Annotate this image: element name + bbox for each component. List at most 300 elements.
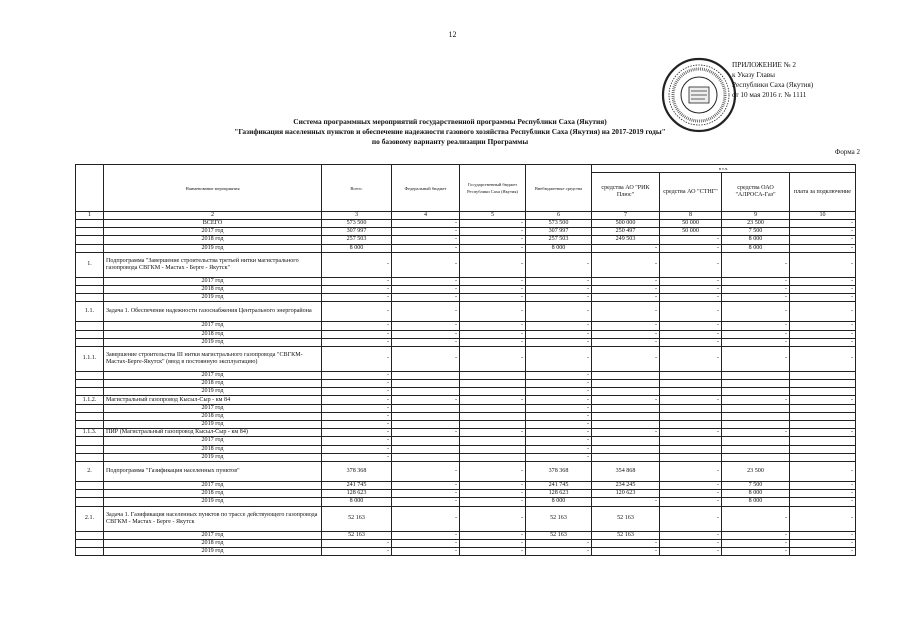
value-cell: 250 497 [592, 228, 660, 236]
header-name: Наименование мероприятия [104, 165, 322, 212]
row-number: 1. [76, 252, 104, 277]
value-cell: - [722, 285, 790, 293]
header-rik: средства АО "РИК Плюс" [592, 173, 660, 212]
value-cell: 50 000 [660, 220, 722, 228]
value-cell: - [722, 252, 790, 277]
row-name: 2019 год [104, 244, 322, 252]
value-cell: - [722, 547, 790, 555]
table-row [76, 429, 856, 437]
value-cell: - [660, 429, 722, 437]
value-cell: - [722, 539, 790, 547]
value-cell: - [660, 539, 722, 547]
value-cell: - [790, 236, 856, 244]
value-cell [660, 421, 722, 429]
value-cell: 7 500 [722, 481, 790, 489]
row-number [76, 285, 104, 293]
row-number [76, 294, 104, 302]
value-cell: - [790, 539, 856, 547]
value-cell: - [460, 481, 526, 489]
row-name: ВСЕГО [104, 220, 322, 228]
row-number [76, 421, 104, 429]
value-cell [790, 380, 856, 388]
value-cell: - [392, 346, 460, 371]
value-cell: 8 000 [722, 244, 790, 252]
value-cell: 378 368 [322, 461, 392, 481]
value-cell: 8 000 [526, 244, 592, 252]
value-cell [660, 453, 722, 461]
value-cell: 23 500 [722, 220, 790, 228]
value-cell [460, 412, 526, 420]
value-cell [790, 388, 856, 396]
page-number: 12 [448, 30, 457, 39]
value-cell: - [660, 294, 722, 302]
value-cell: 354 868 [592, 461, 660, 481]
value-cell: - [526, 404, 592, 412]
value-cell: 8 000 [322, 498, 392, 506]
value-cell [660, 404, 722, 412]
row-name: Подпрограмма "Газификация населенных пунктов" [104, 461, 322, 481]
value-cell [790, 371, 856, 379]
row-name: 2017 год [104, 404, 322, 412]
value-cell: 241 745 [322, 481, 392, 489]
value-cell: - [790, 547, 856, 555]
header-fee: плата за подключение [790, 173, 856, 212]
row-name: Задача 1. Газификация населенных пунктов по трассе действующего газопровода СВГКМ - Мастах - Берге - Якутск [104, 506, 322, 531]
row-name: 2019 год [104, 294, 322, 302]
value-cell: - [526, 285, 592, 293]
value-cell: 249 503 [592, 236, 660, 244]
value-cell: - [526, 396, 592, 404]
table-row [76, 338, 856, 346]
row-number: 2.1. [76, 506, 104, 531]
value-cell [722, 388, 790, 396]
value-cell: 23 500 [722, 461, 790, 481]
value-cell: - [526, 445, 592, 453]
value-cell: - [460, 506, 526, 531]
row-number [76, 481, 104, 489]
table-row [76, 404, 856, 412]
row-name: 2018 год [104, 236, 322, 244]
value-cell [660, 380, 722, 388]
value-cell: - [592, 330, 660, 338]
header-total: Всего: [322, 165, 392, 212]
value-cell: - [322, 285, 392, 293]
value-cell: - [322, 380, 392, 388]
value-cell: - [592, 252, 660, 277]
value-cell: - [660, 346, 722, 371]
table-row [76, 421, 856, 429]
value-cell: - [526, 429, 592, 437]
value-cell: - [526, 539, 592, 547]
value-cell: - [592, 294, 660, 302]
value-cell: - [660, 244, 722, 252]
table-row [76, 388, 856, 396]
value-cell [392, 388, 460, 396]
value-cell: - [790, 490, 856, 498]
value-cell: - [392, 338, 460, 346]
value-cell [460, 437, 526, 445]
value-cell: - [392, 396, 460, 404]
value-cell: - [660, 302, 722, 322]
value-cell: - [660, 285, 722, 293]
value-cell: - [322, 437, 392, 445]
value-cell: - [460, 461, 526, 481]
value-cell: - [392, 481, 460, 489]
value-cell [592, 380, 660, 388]
value-cell: - [790, 294, 856, 302]
row-number [76, 490, 104, 498]
value-cell [660, 388, 722, 396]
value-cell [392, 445, 460, 453]
header-stng: средства АО "СТНГ" [660, 173, 722, 212]
value-cell [392, 371, 460, 379]
value-cell: - [460, 322, 526, 330]
value-cell: - [392, 330, 460, 338]
table-row [76, 490, 856, 498]
value-cell: - [392, 220, 460, 228]
table-row [76, 531, 856, 539]
table-body [76, 220, 856, 556]
header-extra: Внебюджетные средства [526, 165, 592, 212]
value-cell: - [392, 531, 460, 539]
value-cell: - [322, 338, 392, 346]
value-cell: - [660, 461, 722, 481]
table-row [76, 294, 856, 302]
table-row [76, 244, 856, 252]
value-cell: - [790, 396, 856, 404]
value-cell: - [526, 371, 592, 379]
value-cell: - [322, 388, 392, 396]
row-number [76, 236, 104, 244]
value-cell: - [722, 346, 790, 371]
table-row [76, 330, 856, 338]
value-cell: - [322, 404, 392, 412]
table-row [76, 412, 856, 420]
table-row [76, 302, 856, 322]
column-index-cell: 6 [526, 212, 592, 220]
row-number [76, 380, 104, 388]
value-cell: 50 000 [660, 228, 722, 236]
row-name: 2019 год [104, 421, 322, 429]
value-cell: - [392, 498, 460, 506]
form-label: Форма 2 [834, 148, 860, 156]
value-cell [392, 404, 460, 412]
row-number [76, 412, 104, 420]
table-row [76, 396, 856, 404]
value-cell: - [392, 322, 460, 330]
value-cell: - [526, 380, 592, 388]
value-cell: - [322, 346, 392, 371]
value-cell: - [592, 547, 660, 555]
column-index-cell: 7 [592, 212, 660, 220]
value-cell: - [722, 396, 790, 404]
row-number: 1.1.1. [76, 346, 104, 371]
appendix-block [732, 60, 892, 100]
value-cell: - [790, 531, 856, 539]
value-cell: - [660, 396, 722, 404]
table-row [76, 322, 856, 330]
value-cell: - [790, 252, 856, 277]
value-cell: - [392, 236, 460, 244]
column-index-cell: 8 [660, 212, 722, 220]
row-number [76, 277, 104, 285]
value-cell [722, 371, 790, 379]
row-name: 2017 год [104, 228, 322, 236]
value-cell: 8 000 [722, 236, 790, 244]
value-cell: - [660, 322, 722, 330]
value-cell [460, 421, 526, 429]
value-cell: - [526, 322, 592, 330]
value-cell: 573 500 [322, 220, 392, 228]
value-cell: - [660, 547, 722, 555]
appendix-line: к Указу Главы [732, 71, 776, 79]
value-cell: - [660, 277, 722, 285]
value-cell [592, 388, 660, 396]
value-cell: - [526, 453, 592, 461]
row-number [76, 338, 104, 346]
value-cell [592, 453, 660, 461]
value-cell: - [592, 396, 660, 404]
value-cell [722, 421, 790, 429]
table-row [76, 220, 856, 228]
value-cell: - [660, 506, 722, 531]
value-cell: - [322, 421, 392, 429]
table-row [76, 285, 856, 293]
value-cell: 8 000 [322, 244, 392, 252]
header-federal: Федеральный бюджет [392, 165, 460, 212]
row-number [76, 445, 104, 453]
row-name: 2019 год [104, 453, 322, 461]
appendix-line: от 10 мая 2016 г. № 1111 [732, 91, 807, 99]
value-cell: - [790, 285, 856, 293]
row-number [76, 244, 104, 252]
value-cell [392, 412, 460, 420]
value-cell: - [392, 285, 460, 293]
value-cell [790, 453, 856, 461]
row-number [76, 330, 104, 338]
header-num [76, 165, 104, 212]
value-cell: - [722, 302, 790, 322]
column-index-cell: 2 [104, 212, 322, 220]
table-row [76, 236, 856, 244]
row-name: 2018 год [104, 445, 322, 453]
column-index-cell: 5 [460, 212, 526, 220]
value-cell [660, 371, 722, 379]
value-cell: - [322, 547, 392, 555]
value-cell [592, 371, 660, 379]
value-cell: 52 163 [526, 531, 592, 539]
value-cell [592, 445, 660, 453]
value-cell: - [660, 490, 722, 498]
table-row [76, 346, 856, 371]
value-cell: - [392, 429, 460, 437]
value-cell [460, 380, 526, 388]
value-cell: - [322, 277, 392, 285]
value-cell: - [322, 322, 392, 330]
column-index-cell: 3 [322, 212, 392, 220]
row-name: 2017 год [104, 322, 322, 330]
value-cell: - [722, 322, 790, 330]
value-cell: - [790, 244, 856, 252]
value-cell: - [322, 429, 392, 437]
value-cell: - [722, 294, 790, 302]
value-cell: - [526, 421, 592, 429]
value-cell [722, 412, 790, 420]
value-cell [592, 421, 660, 429]
value-cell: - [790, 429, 856, 437]
value-cell [660, 437, 722, 445]
value-cell: - [660, 531, 722, 539]
value-cell [592, 437, 660, 445]
value-cell: - [526, 302, 592, 322]
value-cell [460, 371, 526, 379]
value-cell: - [392, 547, 460, 555]
row-name: 2018 год [104, 380, 322, 388]
value-cell [790, 421, 856, 429]
row-number [76, 371, 104, 379]
value-cell: - [660, 481, 722, 489]
row-name: 2019 год [104, 388, 322, 396]
value-cell [392, 421, 460, 429]
value-cell: 8 000 [722, 490, 790, 498]
title-line: "Газификация населенных пунктов и обеспечение надежности газового хозяйства Республики Саха (Якутия) на 2017-2019 годы" [234, 127, 666, 136]
row-number: 1.1. [76, 302, 104, 322]
value-cell: - [322, 294, 392, 302]
value-cell: - [592, 302, 660, 322]
value-cell: - [722, 506, 790, 531]
value-cell: - [592, 346, 660, 371]
value-cell: - [660, 330, 722, 338]
value-cell: - [460, 531, 526, 539]
value-cell: - [322, 302, 392, 322]
value-cell: - [392, 294, 460, 302]
row-name: 2018 год [104, 412, 322, 420]
value-cell: - [460, 294, 526, 302]
column-index-cell: 1 [76, 212, 104, 220]
value-cell [790, 445, 856, 453]
row-number: 1.1.3. [76, 429, 104, 437]
value-cell: - [592, 498, 660, 506]
value-cell: - [392, 302, 460, 322]
value-cell: - [392, 277, 460, 285]
column-index-cell: 9 [722, 212, 790, 220]
value-cell: - [592, 338, 660, 346]
title-line: Система программных мероприятий государственной программы Республики Саха (Якутия) [293, 117, 607, 126]
value-cell: - [322, 453, 392, 461]
table-row [76, 437, 856, 445]
table-row [76, 371, 856, 379]
value-cell: - [392, 539, 460, 547]
row-name: Магистральный газопровод Кысыл-Сыр - км 84 [104, 396, 322, 404]
value-cell: - [790, 330, 856, 338]
value-cell [790, 437, 856, 445]
value-cell: - [460, 252, 526, 277]
value-cell: 52 163 [322, 506, 392, 531]
value-cell: - [526, 547, 592, 555]
column-index-cell: 10 [790, 212, 856, 220]
value-cell [460, 388, 526, 396]
value-cell: - [592, 429, 660, 437]
value-cell: - [460, 244, 526, 252]
row-number [76, 388, 104, 396]
row-name: 2017 год [104, 277, 322, 285]
table-row [76, 380, 856, 388]
value-cell: 52 163 [592, 506, 660, 531]
value-cell: - [526, 346, 592, 371]
row-name: 2019 год [104, 547, 322, 555]
value-cell: - [392, 252, 460, 277]
row-number [76, 404, 104, 412]
value-cell: - [460, 346, 526, 371]
value-cell: - [460, 429, 526, 437]
row-number [76, 547, 104, 555]
row-name: 2018 год [104, 330, 322, 338]
value-cell: - [392, 244, 460, 252]
value-cell: - [790, 461, 856, 481]
value-cell [592, 412, 660, 420]
value-cell: - [322, 539, 392, 547]
value-cell [392, 380, 460, 388]
value-cell: - [592, 539, 660, 547]
title-line: по базовому варианту реализации Программы [371, 137, 529, 146]
program-table [75, 164, 856, 556]
value-cell: - [322, 371, 392, 379]
value-cell: - [460, 539, 526, 547]
value-cell: - [526, 252, 592, 277]
value-cell [790, 412, 856, 420]
row-name: 2018 год [104, 285, 322, 293]
value-cell: - [460, 338, 526, 346]
value-cell: - [526, 330, 592, 338]
value-cell [790, 404, 856, 412]
value-cell: 7 500 [722, 228, 790, 236]
value-cell: - [790, 338, 856, 346]
value-cell: - [460, 498, 526, 506]
value-cell: - [526, 294, 592, 302]
value-cell: - [592, 285, 660, 293]
table-row [76, 228, 856, 236]
value-cell [722, 437, 790, 445]
value-cell: - [460, 302, 526, 322]
value-cell: - [592, 322, 660, 330]
value-cell: - [460, 236, 526, 244]
value-cell: - [526, 277, 592, 285]
value-cell: 8 000 [526, 498, 592, 506]
value-cell: - [526, 437, 592, 445]
row-number [76, 531, 104, 539]
table-row [76, 445, 856, 453]
value-cell: - [790, 506, 856, 531]
value-cell [392, 437, 460, 445]
table-row [76, 498, 856, 506]
value-cell: - [790, 498, 856, 506]
value-cell: - [392, 228, 460, 236]
table-row [76, 461, 856, 481]
value-cell: - [592, 277, 660, 285]
value-cell: - [660, 338, 722, 346]
value-cell [592, 404, 660, 412]
row-number [76, 539, 104, 547]
value-cell: 500 000 [592, 220, 660, 228]
value-cell [660, 412, 722, 420]
row-name: Подпрограмма "Завершение строительства третьей нитки магистрального газопровода СВГКМ - Мастах - Берге - Якутск" [104, 252, 322, 277]
value-cell: - [722, 429, 790, 437]
value-cell: - [790, 302, 856, 322]
value-cell: - [526, 412, 592, 420]
value-cell: - [322, 445, 392, 453]
value-cell: 257 503 [526, 236, 592, 244]
value-cell: 257 503 [322, 236, 392, 244]
